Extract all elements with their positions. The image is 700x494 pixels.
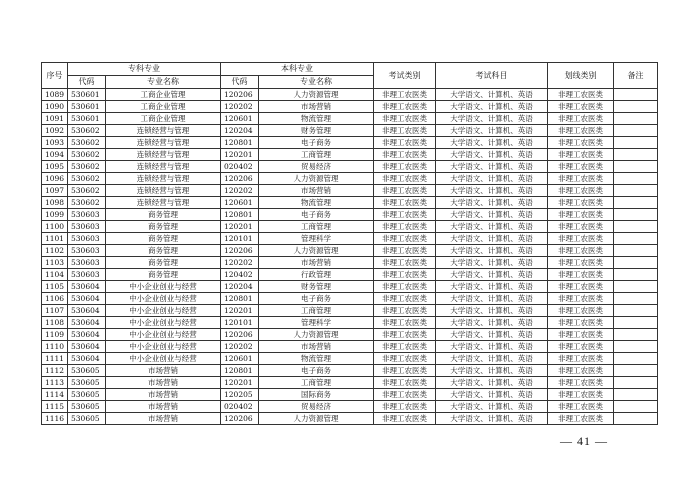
cell-seq: 1099 [42, 209, 68, 221]
cell-zhuanke-code: 530604 [68, 293, 106, 305]
cell-benke-code: 120206 [221, 89, 259, 101]
cell-seq: 1102 [42, 245, 68, 257]
cell-exam-type: 非理工农医类 [374, 233, 436, 245]
cell-remark [614, 221, 658, 233]
cell-zhuanke-name: 商务管理 [106, 257, 221, 269]
table-row [42, 113, 658, 125]
header-line-type: 划线类别 [548, 63, 614, 89]
cell-zhuanke-name: 连锁经营与管理 [106, 161, 221, 173]
cell-zhuanke-code: 530604 [68, 281, 106, 293]
cell-zhuanke-code: 530602 [68, 149, 106, 161]
cell-exam-subjects: 大学语文、计算机、英语 [436, 173, 548, 185]
cell-remark [614, 173, 658, 185]
cell-zhuanke-name: 商务管理 [106, 209, 221, 221]
cell-zhuanke-name: 中小企业创业与经营 [106, 305, 221, 317]
cell-zhuanke-code: 530605 [68, 365, 106, 377]
cell-seq: 1106 [42, 293, 68, 305]
cell-exam-subjects: 大学语文、计算机、英语 [436, 341, 548, 353]
cell-benke-code: 120206 [221, 245, 259, 257]
table-row [42, 137, 658, 149]
cell-seq: 1101 [42, 233, 68, 245]
cell-benke-code: 120801 [221, 137, 259, 149]
cell-line-type: 非理工农医类 [548, 281, 614, 293]
cell-remark [614, 233, 658, 245]
table-row [42, 365, 658, 377]
cell-exam-type: 非理工农医类 [374, 89, 436, 101]
cell-line-type: 非理工农医类 [548, 89, 614, 101]
cell-zhuanke-code: 530603 [68, 245, 106, 257]
cell-exam-type: 非理工农医类 [374, 317, 436, 329]
cell-exam-subjects: 大学语文、计算机、英语 [436, 197, 548, 209]
cell-seq: 1093 [42, 137, 68, 149]
cell-zhuanke-name: 中小企业创业与经营 [106, 281, 221, 293]
cell-benke-code: 120202 [221, 185, 259, 197]
cell-remark [614, 329, 658, 341]
cell-remark [614, 137, 658, 149]
cell-benke-code: 120204 [221, 281, 259, 293]
cell-zhuanke-name: 市场营销 [106, 389, 221, 401]
cell-line-type: 非理工农医类 [548, 365, 614, 377]
cell-benke-name: 市场营销 [259, 257, 374, 269]
cell-benke-code: 120202 [221, 257, 259, 269]
cell-benke-code: 120402 [221, 269, 259, 281]
cell-benke-name: 市场营销 [259, 341, 374, 353]
cell-remark [614, 269, 658, 281]
cell-benke-name: 市场营销 [259, 101, 374, 113]
cell-remark [614, 89, 658, 101]
table-row [42, 353, 658, 365]
cell-benke-code: 120201 [221, 221, 259, 233]
cell-benke-code: 020402 [221, 161, 259, 173]
cell-line-type: 非理工农医类 [548, 197, 614, 209]
cell-exam-subjects: 大学语文、计算机、英语 [436, 137, 548, 149]
cell-benke-name: 工商管理 [259, 149, 374, 161]
cell-zhuanke-name: 连锁经营与管理 [106, 125, 221, 137]
cell-line-type: 非理工农医类 [548, 377, 614, 389]
cell-benke-code: 120801 [221, 365, 259, 377]
cell-exam-type: 非理工农医类 [374, 377, 436, 389]
cell-remark [614, 389, 658, 401]
cell-line-type: 非理工农医类 [548, 413, 614, 425]
cell-seq: 1090 [42, 101, 68, 113]
cell-benke-name: 行政管理 [259, 269, 374, 281]
table-row [42, 149, 658, 161]
header-remark: 备注 [614, 63, 658, 89]
cell-remark [614, 377, 658, 389]
cell-exam-type: 非理工农医类 [374, 257, 436, 269]
header-exam-type: 考试类别 [374, 63, 436, 89]
cell-remark [614, 161, 658, 173]
cell-zhuanke-code: 530602 [68, 197, 106, 209]
cell-line-type: 非理工农医类 [548, 125, 614, 137]
cell-benke-name: 工商管理 [259, 221, 374, 233]
cell-seq: 1112 [42, 365, 68, 377]
cell-exam-type: 非理工农医类 [374, 125, 436, 137]
cell-benke-name: 贸易经济 [259, 161, 374, 173]
cell-benke-code: 120202 [221, 341, 259, 353]
major-mapping-table [41, 62, 658, 425]
cell-benke-name: 电子商务 [259, 137, 374, 149]
cell-exam-type: 非理工农医类 [374, 305, 436, 317]
cell-benke-code: 120201 [221, 149, 259, 161]
cell-zhuanke-code: 530602 [68, 125, 106, 137]
cell-line-type: 非理工农医类 [548, 149, 614, 161]
header-benke: 本科专业 [221, 63, 374, 76]
cell-benke-name: 贸易经济 [259, 401, 374, 413]
cell-exam-subjects: 大学语文、计算机、英语 [436, 221, 548, 233]
cell-benke-name: 电子商务 [259, 209, 374, 221]
cell-zhuanke-code: 530603 [68, 233, 106, 245]
cell-line-type: 非理工农医类 [548, 113, 614, 125]
cell-exam-subjects: 大学语文、计算机、英语 [436, 233, 548, 245]
cell-seq: 1108 [42, 317, 68, 329]
cell-exam-subjects: 大学语文、计算机、英语 [436, 401, 548, 413]
cell-exam-type: 非理工农医类 [374, 173, 436, 185]
cell-line-type: 非理工农医类 [548, 221, 614, 233]
cell-zhuanke-code: 530602 [68, 173, 106, 185]
cell-benke-code: 120601 [221, 113, 259, 125]
cell-line-type: 非理工农医类 [548, 401, 614, 413]
cell-zhuanke-name: 中小企业创业与经营 [106, 353, 221, 365]
cell-exam-type: 非理工农医类 [374, 269, 436, 281]
cell-benke-name: 人力资源管理 [259, 413, 374, 425]
cell-remark [614, 149, 658, 161]
cell-benke-name: 财务管理 [259, 281, 374, 293]
cell-benke-name: 工商管理 [259, 305, 374, 317]
cell-zhuanke-name: 商务管理 [106, 269, 221, 281]
cell-exam-type: 非理工农医类 [374, 365, 436, 377]
cell-line-type: 非理工农医类 [548, 269, 614, 281]
cell-exam-type: 非理工农医类 [374, 113, 436, 125]
cell-exam-type: 非理工农医类 [374, 281, 436, 293]
table-row [42, 257, 658, 269]
cell-benke-name: 市场营销 [259, 185, 374, 197]
cell-remark [614, 281, 658, 293]
cell-line-type: 非理工农医类 [548, 257, 614, 269]
cell-benke-name: 电子商务 [259, 293, 374, 305]
table-row [42, 221, 658, 233]
cell-benke-name: 管理科学 [259, 233, 374, 245]
cell-benke-name: 人力资源管理 [259, 245, 374, 257]
cell-exam-type: 非理工农医类 [374, 389, 436, 401]
table-row [42, 197, 658, 209]
cell-line-type: 非理工农医类 [548, 293, 614, 305]
cell-zhuanke-name: 中小企业创业与经营 [106, 341, 221, 353]
cell-zhuanke-code: 530602 [68, 161, 106, 173]
cell-line-type: 非理工农医类 [548, 233, 614, 245]
table-row [42, 317, 658, 329]
cell-benke-name: 物流管理 [259, 113, 374, 125]
cell-zhuanke-code: 530604 [68, 341, 106, 353]
cell-zhuanke-name: 商务管理 [106, 221, 221, 233]
cell-zhuanke-code: 530605 [68, 377, 106, 389]
cell-remark [614, 257, 658, 269]
cell-line-type: 非理工农医类 [548, 173, 614, 185]
table-row [42, 125, 658, 137]
cell-zhuanke-code: 530604 [68, 353, 106, 365]
cell-benke-code: 120201 [221, 377, 259, 389]
cell-exam-type: 非理工农医类 [374, 221, 436, 233]
cell-zhuanke-name: 工商企业管理 [106, 101, 221, 113]
table-row [42, 173, 658, 185]
cell-remark [614, 101, 658, 113]
cell-remark [614, 209, 658, 221]
header-zhuanke: 专科专业 [68, 63, 221, 76]
cell-line-type: 非理工农医类 [548, 161, 614, 173]
cell-line-type: 非理工农医类 [548, 389, 614, 401]
table-row [42, 329, 658, 341]
cell-zhuanke-code: 530603 [68, 221, 106, 233]
cell-benke-name: 管理科学 [259, 317, 374, 329]
cell-benke-code: 120101 [221, 317, 259, 329]
cell-zhuanke-code: 530605 [68, 401, 106, 413]
cell-zhuanke-name: 工商企业管理 [106, 89, 221, 101]
cell-zhuanke-name: 连锁经营与管理 [106, 197, 221, 209]
cell-remark [614, 317, 658, 329]
cell-zhuanke-name: 中小企业创业与经营 [106, 329, 221, 341]
cell-line-type: 非理工农医类 [548, 209, 614, 221]
cell-exam-type: 非理工农医类 [374, 185, 436, 197]
cell-exam-subjects: 大学语文、计算机、英语 [436, 329, 548, 341]
cell-benke-name: 人力资源管理 [259, 89, 374, 101]
cell-remark [614, 293, 658, 305]
cell-seq: 1105 [42, 281, 68, 293]
cell-remark [614, 113, 658, 125]
cell-seq: 1104 [42, 269, 68, 281]
cell-zhuanke-code: 530604 [68, 305, 106, 317]
table-row [42, 389, 658, 401]
cell-exam-type: 非理工农医类 [374, 209, 436, 221]
cell-remark [614, 401, 658, 413]
cell-line-type: 非理工农医类 [548, 329, 614, 341]
cell-benke-code: 120601 [221, 353, 259, 365]
table-body [42, 89, 658, 425]
cell-line-type: 非理工农医类 [548, 353, 614, 365]
cell-remark [614, 365, 658, 377]
cell-exam-subjects: 大学语文、计算机、英语 [436, 185, 548, 197]
cell-benke-code: 120201 [221, 305, 259, 317]
cell-seq: 1109 [42, 329, 68, 341]
cell-zhuanke-code: 530604 [68, 329, 106, 341]
table-row [42, 101, 658, 113]
cell-seq: 1089 [42, 89, 68, 101]
header-zhuanke-code: 代码 [68, 76, 106, 89]
cell-benke-name: 人力资源管理 [259, 329, 374, 341]
header-benke-name: 专业名称 [259, 76, 374, 89]
cell-seq: 1103 [42, 257, 68, 269]
cell-exam-subjects: 大学语文、计算机、英语 [436, 305, 548, 317]
header-benke-code: 代码 [221, 76, 259, 89]
cell-seq: 1100 [42, 221, 68, 233]
cell-zhuanke-name: 中小企业创业与经营 [106, 317, 221, 329]
cell-zhuanke-code: 530603 [68, 257, 106, 269]
cell-exam-subjects: 大学语文、计算机、英语 [436, 245, 548, 257]
cell-zhuanke-name: 连锁经营与管理 [106, 149, 221, 161]
table-row [42, 341, 658, 353]
table-row [42, 161, 658, 173]
cell-exam-subjects: 大学语文、计算机、英语 [436, 125, 548, 137]
cell-exam-subjects: 大学语文、计算机、英语 [436, 209, 548, 221]
cell-seq: 1113 [42, 377, 68, 389]
cell-benke-code: 120206 [221, 329, 259, 341]
cell-benke-code: 120206 [221, 413, 259, 425]
cell-exam-subjects: 大学语文、计算机、英语 [436, 293, 548, 305]
cell-exam-type: 非理工农医类 [374, 329, 436, 341]
cell-line-type: 非理工农医类 [548, 245, 614, 257]
cell-zhuanke-name: 商务管理 [106, 245, 221, 257]
cell-zhuanke-name: 连锁经营与管理 [106, 137, 221, 149]
table-row [42, 305, 658, 317]
cell-benke-name: 电子商务 [259, 365, 374, 377]
cell-zhuanke-name: 市场营销 [106, 377, 221, 389]
cell-exam-subjects: 大学语文、计算机、英语 [436, 101, 548, 113]
table-row [42, 413, 658, 425]
cell-zhuanke-code: 530605 [68, 389, 106, 401]
cell-seq: 1091 [42, 113, 68, 125]
cell-exam-type: 非理工农医类 [374, 353, 436, 365]
cell-benke-name: 物流管理 [259, 197, 374, 209]
cell-exam-subjects: 大学语文、计算机、英语 [436, 353, 548, 365]
table-row [42, 281, 658, 293]
cell-exam-type: 非理工农医类 [374, 161, 436, 173]
cell-exam-type: 非理工农医类 [374, 245, 436, 257]
cell-remark [614, 305, 658, 317]
cell-seq: 1107 [42, 305, 68, 317]
cell-remark [614, 245, 658, 257]
cell-line-type: 非理工农医类 [548, 341, 614, 353]
cell-zhuanke-name: 市场营销 [106, 413, 221, 425]
table-row [42, 377, 658, 389]
header-exam-subjects: 考试科目 [436, 63, 548, 89]
table-row [42, 293, 658, 305]
cell-zhuanke-code: 530602 [68, 137, 106, 149]
cell-exam-type: 非理工农医类 [374, 293, 436, 305]
cell-seq: 1094 [42, 149, 68, 161]
cell-line-type: 非理工农医类 [548, 137, 614, 149]
cell-exam-subjects: 大学语文、计算机、英语 [436, 269, 548, 281]
cell-exam-subjects: 大学语文、计算机、英语 [436, 113, 548, 125]
cell-exam-type: 非理工农医类 [374, 137, 436, 149]
cell-exam-subjects: 大学语文、计算机、英语 [436, 377, 548, 389]
cell-exam-subjects: 大学语文、计算机、英语 [436, 89, 548, 101]
cell-zhuanke-name: 中小企业创业与经营 [106, 293, 221, 305]
cell-remark [614, 413, 658, 425]
cell-seq: 1097 [42, 185, 68, 197]
cell-exam-type: 非理工农医类 [374, 341, 436, 353]
cell-line-type: 非理工农医类 [548, 317, 614, 329]
cell-seq: 1110 [42, 341, 68, 353]
table-row [42, 245, 658, 257]
cell-benke-code: 120205 [221, 389, 259, 401]
cell-exam-subjects: 大学语文、计算机、英语 [436, 161, 548, 173]
cell-benke-name: 财务管理 [259, 125, 374, 137]
cell-benke-name: 工商管理 [259, 377, 374, 389]
cell-zhuanke-code: 530601 [68, 113, 106, 125]
table-row [42, 233, 658, 245]
cell-zhuanke-name: 连锁经营与管理 [106, 185, 221, 197]
cell-seq: 1096 [42, 173, 68, 185]
cell-benke-code: 120601 [221, 197, 259, 209]
cell-remark [614, 125, 658, 137]
cell-zhuanke-code: 530602 [68, 185, 106, 197]
cell-benke-code: 120202 [221, 101, 259, 113]
cell-zhuanke-name: 连锁经营与管理 [106, 173, 221, 185]
cell-benke-code: 120801 [221, 293, 259, 305]
cell-remark [614, 197, 658, 209]
cell-benke-code: 120206 [221, 173, 259, 185]
table-row [42, 401, 658, 413]
cell-zhuanke-name: 工商企业管理 [106, 113, 221, 125]
cell-benke-code: 120204 [221, 125, 259, 137]
cell-exam-subjects: 大学语文、计算机、英语 [436, 365, 548, 377]
cell-exam-type: 非理工农医类 [374, 197, 436, 209]
cell-line-type: 非理工农医类 [548, 305, 614, 317]
cell-exam-subjects: 大学语文、计算机、英语 [436, 281, 548, 293]
cell-exam-type: 非理工农医类 [374, 101, 436, 113]
header-seq: 序号 [42, 63, 68, 89]
cell-exam-subjects: 大学语文、计算机、英语 [436, 317, 548, 329]
cell-seq: 1116 [42, 413, 68, 425]
cell-seq: 1111 [42, 353, 68, 365]
cell-seq: 1115 [42, 401, 68, 413]
cell-zhuanke-name: 市场营销 [106, 401, 221, 413]
cell-benke-code: 020402 [221, 401, 259, 413]
cell-zhuanke-code: 530605 [68, 413, 106, 425]
table-row [42, 209, 658, 221]
cell-remark [614, 353, 658, 365]
cell-zhuanke-code: 530603 [68, 269, 106, 281]
page-number: — 41 — [560, 434, 608, 448]
cell-exam-subjects: 大学语文、计算机、英语 [436, 413, 548, 425]
cell-remark [614, 185, 658, 197]
cell-exam-subjects: 大学语文、计算机、英语 [436, 257, 548, 269]
cell-line-type: 非理工农医类 [548, 185, 614, 197]
cell-zhuanke-code: 530601 [68, 89, 106, 101]
cell-benke-name: 国际商务 [259, 389, 374, 401]
cell-seq: 1095 [42, 161, 68, 173]
cell-zhuanke-code: 530601 [68, 101, 106, 113]
cell-benke-name: 人力资源管理 [259, 173, 374, 185]
cell-seq: 1092 [42, 125, 68, 137]
cell-exam-subjects: 大学语文、计算机、英语 [436, 149, 548, 161]
table-row [42, 185, 658, 197]
header-zhuanke-name: 专业名称 [106, 76, 221, 89]
table-row [42, 89, 658, 101]
cell-benke-name: 物流管理 [259, 353, 374, 365]
cell-seq: 1098 [42, 197, 68, 209]
cell-line-type: 非理工农医类 [548, 101, 614, 113]
cell-exam-subjects: 大学语文、计算机、英语 [436, 389, 548, 401]
cell-remark [614, 341, 658, 353]
cell-exam-type: 非理工农医类 [374, 413, 436, 425]
cell-exam-type: 非理工农医类 [374, 149, 436, 161]
cell-exam-type: 非理工农医类 [374, 401, 436, 413]
cell-benke-code: 120801 [221, 209, 259, 221]
table-row [42, 269, 658, 281]
cell-benke-code: 120101 [221, 233, 259, 245]
cell-zhuanke-name: 商务管理 [106, 233, 221, 245]
cell-zhuanke-name: 市场营销 [106, 365, 221, 377]
cell-zhuanke-code: 530604 [68, 317, 106, 329]
cell-seq: 1114 [42, 389, 68, 401]
cell-zhuanke-code: 530603 [68, 209, 106, 221]
